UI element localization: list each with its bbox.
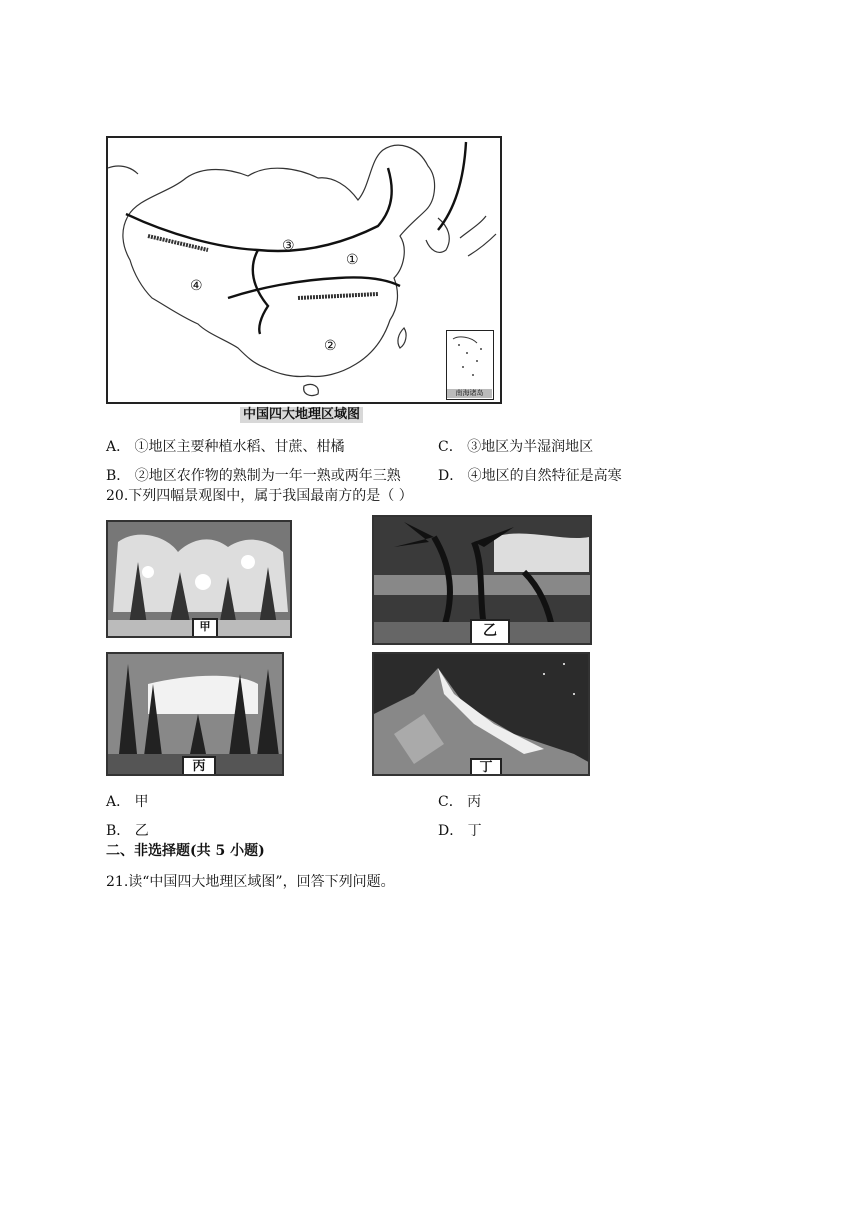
east-divide bbox=[438, 142, 466, 230]
taiwan-island bbox=[398, 328, 406, 348]
china-outline bbox=[123, 145, 435, 376]
china-regions-map bbox=[106, 136, 502, 404]
q20-option-a[interactable]: A． 甲 bbox=[106, 794, 149, 810]
region-label-2: ② bbox=[324, 338, 337, 354]
section2-heading: 二、非选择题(共 5 小题) bbox=[106, 843, 265, 859]
qinghai-tibet-divide bbox=[253, 250, 268, 334]
scene-tag-bing: 丙 bbox=[182, 756, 216, 776]
q20-option-d[interactable]: D． 丁 bbox=[438, 823, 482, 839]
map-caption: 中国四大地理区域图 bbox=[240, 407, 363, 423]
q20-stem: 20.下列四幅景观图中，属于我国最南方的是（ ） bbox=[106, 488, 413, 504]
neighbor-korea bbox=[426, 218, 449, 252]
region-label-4: ④ bbox=[190, 278, 203, 294]
neighbor-japan bbox=[460, 216, 496, 256]
scene-jia bbox=[106, 520, 292, 638]
scene-ding bbox=[372, 652, 590, 776]
scene-bing bbox=[106, 652, 284, 776]
q19-option-b[interactable]: B． ②地区农作物的熟制为一年一熟或两年三熟 bbox=[106, 468, 401, 484]
q21-stem: 21.读“中国四大地理区域图”，回答下列问题。 bbox=[106, 874, 395, 890]
coast-detail bbox=[108, 166, 138, 174]
inset-label: 南海诸岛 bbox=[447, 389, 492, 398]
map-drawing bbox=[108, 138, 502, 404]
mountain-range-1 bbox=[148, 236, 208, 250]
scene-tag-yi: 乙 bbox=[470, 619, 510, 645]
region-label-1: ① bbox=[346, 252, 359, 268]
q20-option-b[interactable]: B． 乙 bbox=[106, 823, 149, 839]
scene-tag-ding: 丁 bbox=[470, 758, 502, 776]
northwest-divide bbox=[126, 168, 392, 251]
q19-option-d[interactable]: D． ④地区的自然特征是高寒 bbox=[438, 468, 622, 484]
scene-tag-jia: 甲 bbox=[192, 618, 218, 638]
region-label-3: ③ bbox=[282, 238, 295, 254]
scene-yi bbox=[372, 515, 592, 645]
mountain-range-2 bbox=[298, 294, 378, 298]
q20-option-c[interactable]: C． 丙 bbox=[438, 794, 482, 810]
hainan-island bbox=[304, 384, 319, 395]
q19-option-a[interactable]: A． ①地区主要种植水稻、甘蔗、柑橘 bbox=[106, 439, 345, 455]
q19-option-c[interactable]: C． ③地区为半湿润地区 bbox=[438, 439, 594, 455]
